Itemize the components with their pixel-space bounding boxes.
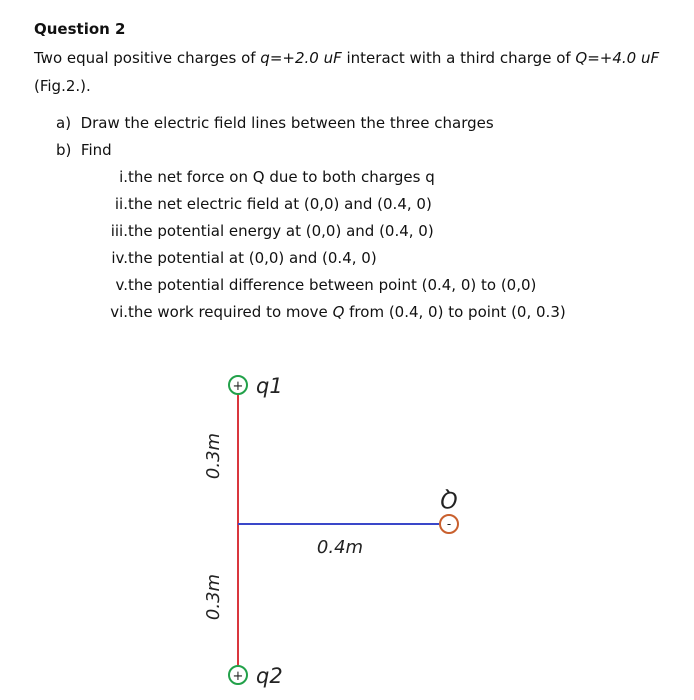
- subpart-text: the net electric field at (0,0) and (0.4, 0): [128, 195, 432, 213]
- subpart-text: the potential at (0,0) and (0.4, 0): [128, 249, 377, 267]
- q1-label: q1: [256, 374, 283, 398]
- q2-label: q2: [256, 664, 283, 688]
- figure-reference: (Fig.2.).: [34, 77, 91, 95]
- Q-value: Q=+4.0 uF: [575, 49, 660, 67]
- q2-plus-sign: +: [232, 669, 244, 684]
- part-a-text: Draw the electric field lines between the three charges: [80, 114, 494, 132]
- intro-part1: Two equal positive charges of: [34, 49, 261, 67]
- subpart-number: iii.: [110, 222, 128, 240]
- Q-minus-sign: -: [446, 517, 452, 531]
- subpart-number: iv.: [111, 249, 128, 267]
- subpart-text: the potential difference between point (0.4, 0) to (0,0): [128, 276, 537, 294]
- subpart-text: the potential energy at (0,0) and (0.4, 0): [128, 222, 434, 240]
- subpart-text-before: the work required to move: [128, 303, 333, 321]
- part-b-label: b): [56, 141, 72, 159]
- q1-charge: [229, 376, 247, 394]
- q2-charge: [229, 666, 247, 684]
- subpart-number: i.: [119, 168, 128, 186]
- subpart-text-after: from (0.4, 0) to point (0, 0.3): [344, 303, 566, 321]
- subpart-number: v.: [115, 276, 128, 294]
- part-a-label: a): [56, 114, 72, 132]
- Q-charge: [440, 515, 458, 533]
- subpart-number: ii.: [114, 195, 128, 213]
- question-title: Question 2: [34, 20, 126, 38]
- lower-distance-label: 0.3m: [203, 573, 224, 621]
- q1-plus-sign: +: [232, 379, 244, 394]
- subpart-text-Q: Q: [332, 303, 345, 321]
- part-b-text: Find: [80, 141, 112, 159]
- q-value: q=+2.0 uF: [260, 49, 342, 67]
- horizontal-distance-label: 0.4m: [316, 537, 364, 558]
- subpart-number: vi.: [110, 303, 128, 321]
- subpart-text: the net force on Q due to both charges q: [128, 168, 435, 186]
- upper-distance-label: 0.3m: [203, 432, 224, 480]
- intro-part2: interact with a third charge of: [341, 49, 576, 67]
- Q-label: Q: [440, 486, 458, 511]
